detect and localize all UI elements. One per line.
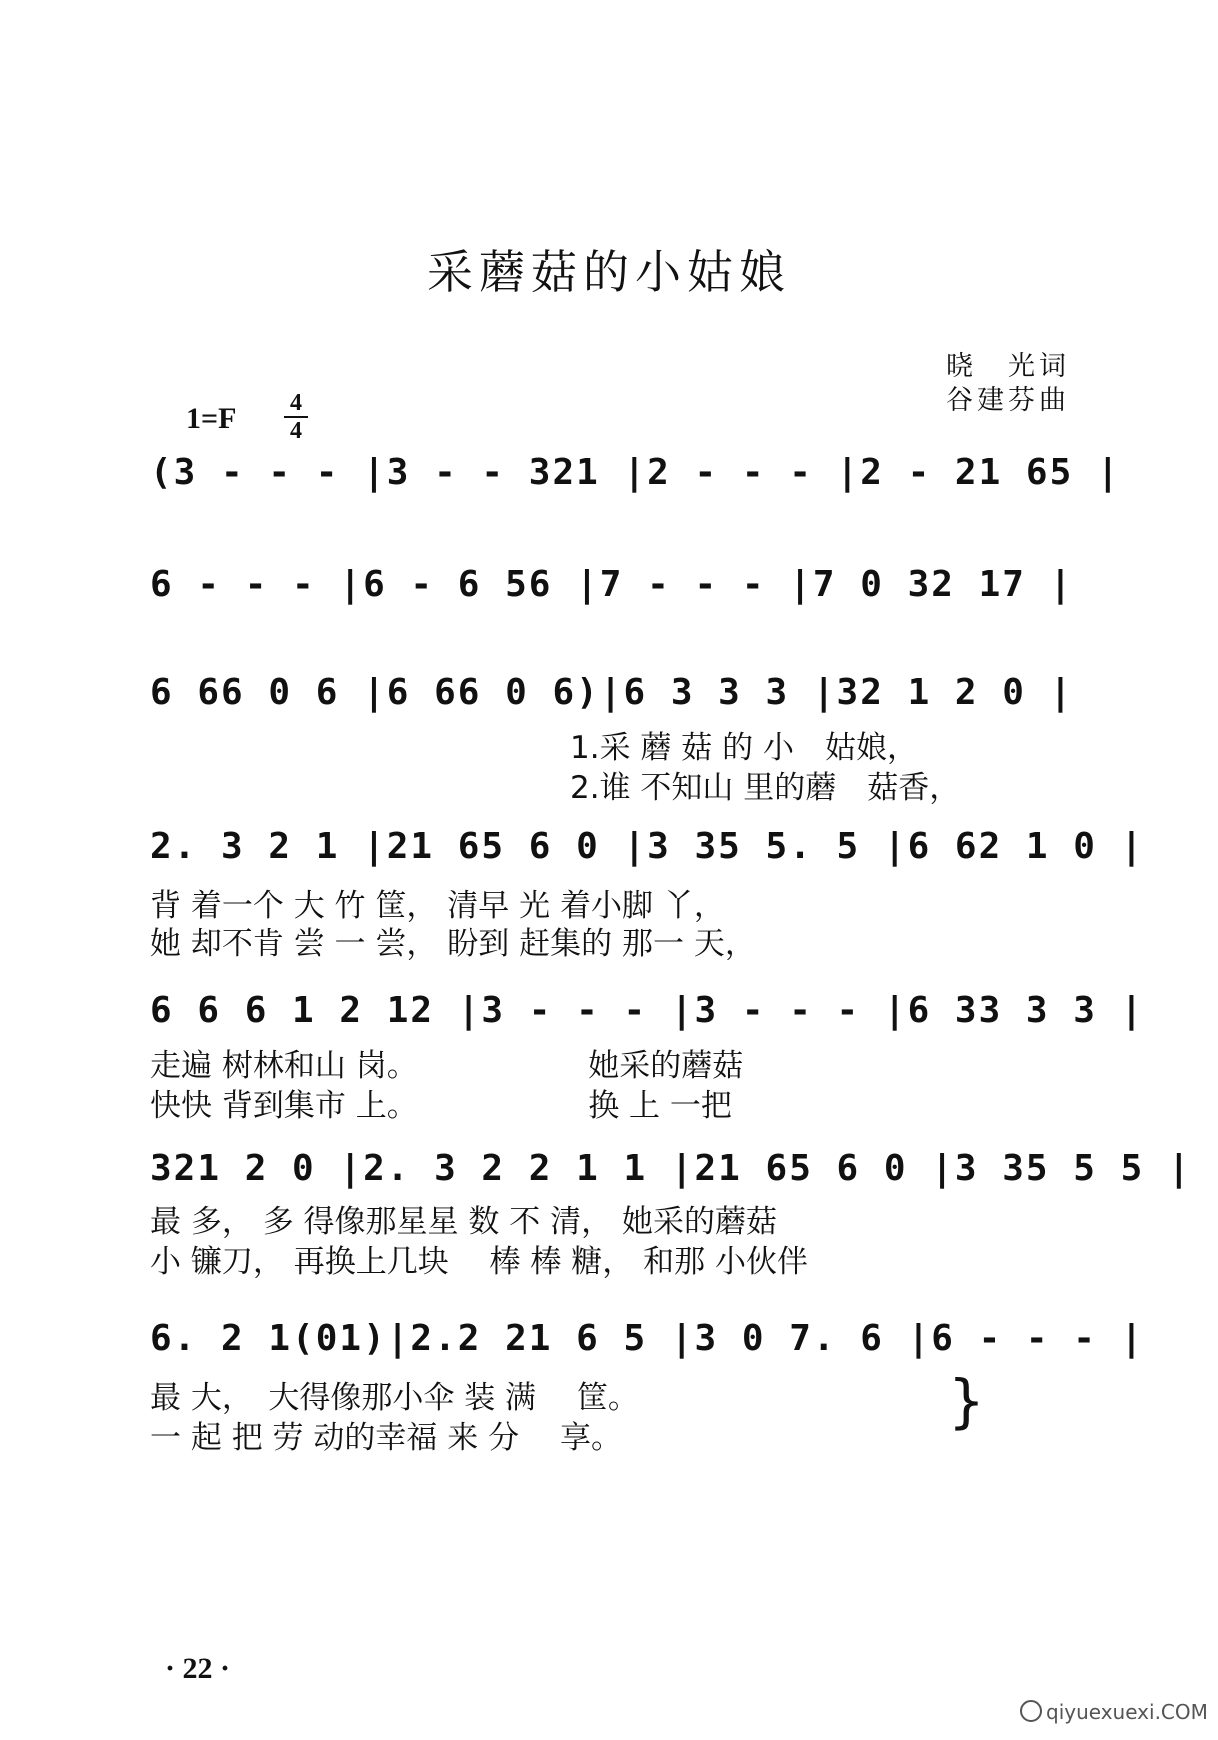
notation-row-7: 6. 2 1(01)|2.2 21 6 5 |3 0 7. 6 |6 - - - |: [150, 1318, 1145, 1359]
lyric-row-4-verse-2: 她 却不肯 尝 一 尝， 盼到 赶集的 那一 天，: [150, 926, 756, 962]
notation-row-3: 6 66 0 6 |6 66 0 6)|6 3 3 3 |32 1 2 0 |: [150, 672, 1074, 713]
lyric-row-3-verse-1: 1.采 蘑 菇 的 小 姑娘，: [570, 730, 918, 766]
notation-row-6: 321 2 0 |2. 3 2 2 1 1 |21 65 6 0 |3 35 5 5 |: [150, 1148, 1192, 1189]
key-signature: 1=F: [186, 402, 237, 435]
lyric-row-6-verse-2: 小 镰刀， 再换上几块 棒 棒 糖， 和那 小伙伴: [150, 1244, 808, 1280]
lyric-row-6-verse-1: 最 多， 多 得像那星星 数 不 清， 她采的蘑菇: [150, 1204, 777, 1240]
time-signature: [284, 392, 308, 442]
verse-brace: }: [948, 1367, 985, 1435]
lyric-row-7-verse-2: 一 起 把 劳 动的幸福 来 分 享。: [150, 1420, 622, 1456]
lyric-row-4-verse-1: 背 着一个 大 竹 筐， 清早 光 着小脚 丫，: [150, 888, 725, 924]
time-signature-top: 4: [290, 390, 302, 416]
page-title: 采蘑菇的小姑娘: [427, 245, 791, 299]
notation-row-5: 6 6 6 1 2 12 |3 - - - |3 - - - |6 33 3 3 |: [150, 990, 1145, 1031]
lyric-row-3-verse-2: 2.谁 不知山 里的蘑 菇香，: [570, 770, 961, 806]
composer-credit: 谷建芬曲: [946, 385, 1070, 416]
lyric-row-7-verse-1: 最 大， 大得像那小伞 装 满 筐。: [150, 1380, 639, 1416]
watermark-text: qiyuexuexi.COM: [1046, 1700, 1208, 1724]
notation-row-4: 2. 3 2 1 |21 65 6 0 |3 35 5. 5 |6 62 1 0 |: [150, 826, 1145, 867]
time-signature-bottom: 4: [290, 418, 302, 444]
lyricist-credit: 晓 光词: [946, 351, 1070, 382]
lyric-row-5-verse-2: 快快 背到集市 上。 换 上 一把: [150, 1088, 732, 1124]
notation-row-1: (3 - - - |3 - - 321 |2 - - - |2 - 21 65 |: [150, 452, 1121, 493]
page-number: · 22 ·: [165, 1652, 231, 1685]
watermark-logo-icon: [1020, 1700, 1042, 1722]
watermark: [1020, 1700, 1208, 1724]
notation-row-2: 6 - - - |6 - 6 56 |7 - - - |7 0 32 17 |: [150, 564, 1074, 605]
lyric-row-5-verse-1: 走遍 树林和山 岗。 她采的蘑菇: [150, 1048, 744, 1084]
